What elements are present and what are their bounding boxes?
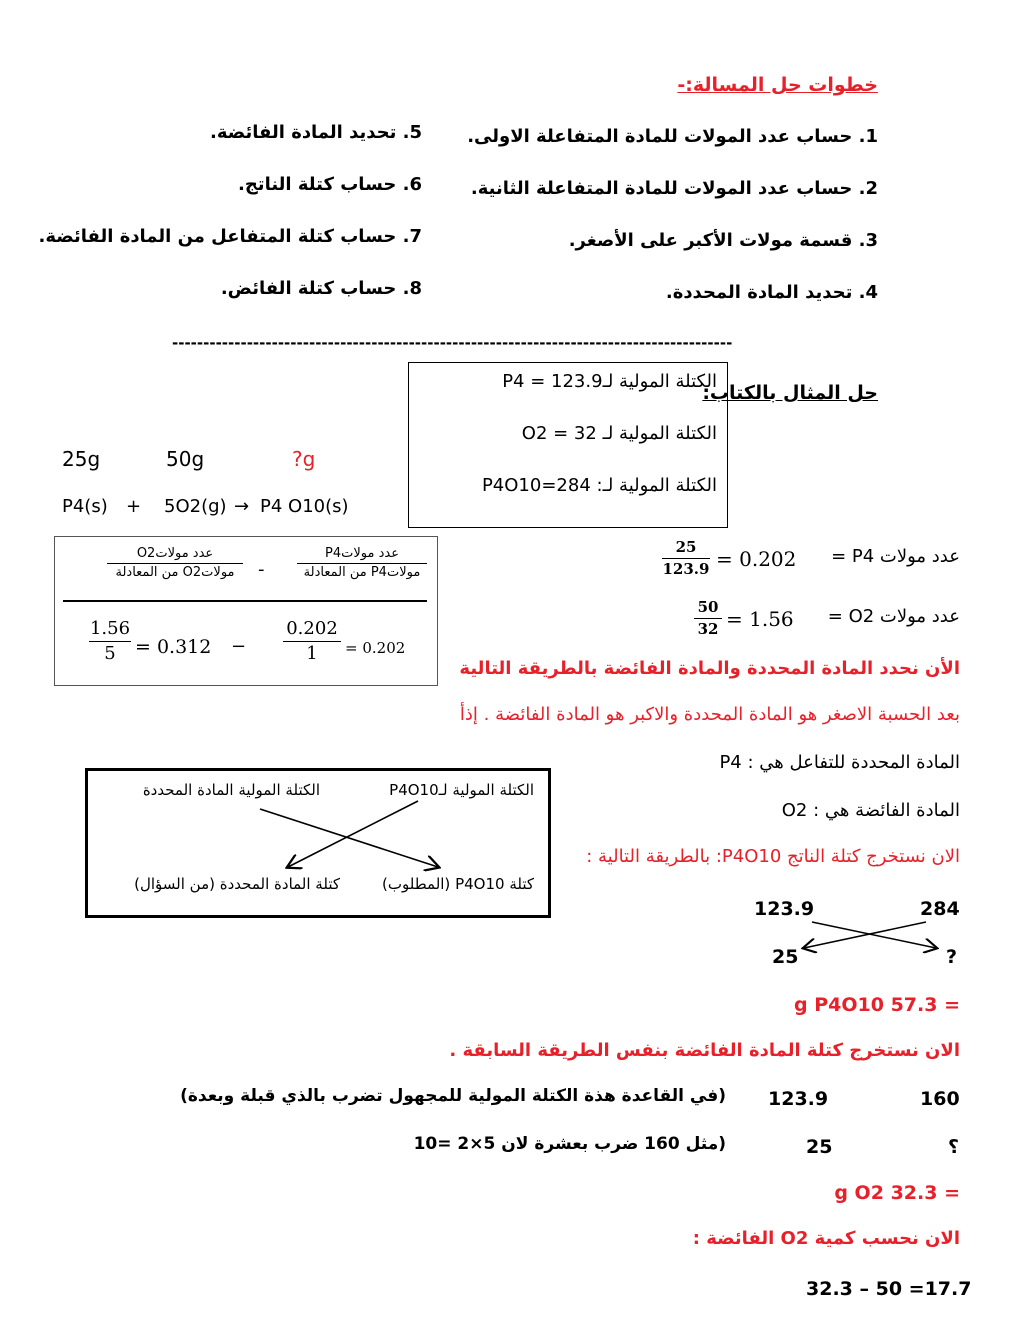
ratio-minus: − — [231, 636, 247, 657]
excess-note-1: (في القاعدة هذة الكتلة المولية للمجهول تضرب بالذي قبلة وبعدة) — [180, 1086, 726, 1106]
cross-molar-limiting: 123.9 — [754, 898, 815, 920]
ratio-divider — [63, 600, 427, 602]
ratio-o2-den: 5 — [104, 642, 116, 664]
step-6: 6. حساب كتلة الناتج. — [238, 174, 422, 195]
ratio-head-o2-den: مولاتO2 من المعادلة — [115, 565, 235, 581]
molar-mass-box — [408, 362, 728, 528]
excess-final-calc: 32.3 – 50 =17.7 — [806, 1278, 972, 1300]
ratio-p4-result: = 0.202 — [345, 639, 406, 657]
excess-mass-p4: 25 — [806, 1136, 833, 1158]
molar-mass-p4o10: الكتلة المولية لـ: P4O10=284 — [481, 475, 717, 496]
ratio-o2-result: = 0.312 — [135, 636, 212, 658]
reactant-p4: P4(s) — [62, 496, 108, 517]
molar-mass-p4: الكتلة المولية لـP4 = 123.9 — [502, 371, 717, 392]
numeric-cross-arrows — [796, 918, 946, 958]
cross-molar-product: 284 — [920, 898, 960, 920]
step-7: 7. حساب كتلة المتفاعل من المادة الفائضة. — [38, 226, 422, 247]
ratio-head-o2 — [107, 547, 243, 581]
numeric-arrow-1 — [812, 922, 936, 948]
ratio-p4-fraction — [283, 619, 341, 664]
ratio-o2-fraction — [89, 619, 131, 664]
excess-molar-o2: 160 — [920, 1088, 960, 1110]
cross-top-right: الكتلة المولية لـP4O10 — [389, 781, 534, 799]
excess-unknown: ؟ — [948, 1136, 960, 1158]
moles-p4-label: عدد مولات P4 = — [831, 546, 960, 567]
ratio-o2-num: 1.56 — [89, 618, 131, 639]
mass-p4: 25g — [62, 447, 101, 471]
cross-top-left: الكتلة المولية المادة المحددة — [142, 781, 320, 799]
section-divider: ------------------------------------------------------------------------------------------ — [172, 334, 733, 352]
step-1: 1. حساب عدد المولات للمادة المتفاعلة الاولى. — [467, 126, 878, 147]
excess-note-2: (مثل 160 ضرب بعشرة لان 5×2 =10 — [413, 1134, 726, 1154]
cross-rule-box — [85, 768, 551, 918]
reacted-o2-result: = 32.3 g O2 — [834, 1182, 960, 1204]
determine-title: الأن نحدد المادة المحددة والمادة الفائضة بالطريقة التالية — [459, 658, 960, 679]
step-8: 8. حساب كتلة الفائض. — [220, 278, 422, 299]
step-2: 2. حساب عدد المولات للمادة المتفاعلة الثانية. — [470, 178, 878, 199]
moles-o2-label: عدد مولات O2 = — [827, 606, 960, 627]
example-title: حل المثال بالكتاب: — [702, 382, 878, 404]
moles-p4-fraction — [662, 539, 710, 577]
moles-o2-result: = 1.56 — [726, 607, 794, 631]
reaction-arrow: → — [234, 496, 250, 517]
cross-mass-limiting: 25 — [772, 946, 799, 968]
cross-arrows — [88, 771, 548, 915]
cross-mass-product: ? — [946, 946, 958, 968]
moles-o2-fraction — [694, 599, 722, 637]
cross-bottom-right: كتلة P4O10 (المطلوب) — [382, 875, 534, 893]
ratio-p4-den: 1 — [306, 642, 318, 664]
mass-o2: 50g — [166, 447, 205, 471]
mass-product: ?g — [292, 447, 316, 471]
product-p4o10: P4 O10(s) — [260, 496, 349, 517]
limiting-reagent: المادة المحددة للتفاعل هي : P4 — [719, 752, 960, 773]
reactant-o2: 5O2(g) — [164, 496, 227, 517]
moles-o2-den: 32 — [697, 619, 719, 638]
moles-p4-num: 25 — [675, 538, 697, 556]
excess-amount-title: الان نحسب كمية O2 الفائضة : — [692, 1228, 960, 1249]
ratio-box — [54, 536, 438, 686]
determine-rule: بعد الحسبة الاصغر هو المادة المحددة والاكبر هو المادة الفائضة . إذأ — [459, 704, 960, 725]
product-method: الان نستخرج كتلة الناتج P4O10: بالطريقة التالية : — [586, 846, 960, 867]
molar-mass-o2: الكتلة المولية لـ O2 = 32 — [521, 423, 717, 444]
ratio-head-p4-den: مولاتP4 من المعادلة — [303, 565, 421, 581]
product-mass-result: = 57.3 g P4O10 — [793, 994, 960, 1016]
step-4: 4. تحديد المادة المحددة. — [665, 282, 878, 303]
numeric-arrow-2 — [804, 922, 926, 948]
moles-p4-result: = 0.202 — [716, 547, 797, 571]
step-3: 3. قسمة مولات الأكبر على الأصغر. — [568, 230, 878, 251]
cross-arrow-1 — [260, 809, 438, 867]
excess-reagent: المادة الفائضة هي : O2 — [781, 800, 960, 821]
excess-method-title: الان نستخرج كتلة المادة الفائضة بنفس الطريقة السابقة . — [449, 1040, 960, 1061]
ratio-head-o2-num: عدد مولاتO2 — [136, 546, 214, 561]
step-5: 5. تحديد المادة الفائضة. — [210, 122, 422, 143]
excess-molar-p4: 123.9 — [768, 1088, 829, 1110]
ratio-head-dash: - — [258, 559, 265, 580]
ratio-head-p4 — [297, 547, 427, 581]
moles-p4-den: 123.9 — [662, 559, 710, 578]
moles-o2-num: 50 — [697, 598, 719, 616]
cross-arrow-2 — [288, 801, 418, 867]
ratio-p4-num: 0.202 — [286, 618, 338, 639]
cross-bottom-left: كتلة المادة المحددة (من السؤال) — [134, 875, 340, 893]
plus-sign: + — [126, 496, 142, 517]
steps-title: خطوات حل المسالة:- — [677, 74, 878, 96]
ratio-head-p4-num: عدد مولاتP4 — [325, 546, 399, 561]
